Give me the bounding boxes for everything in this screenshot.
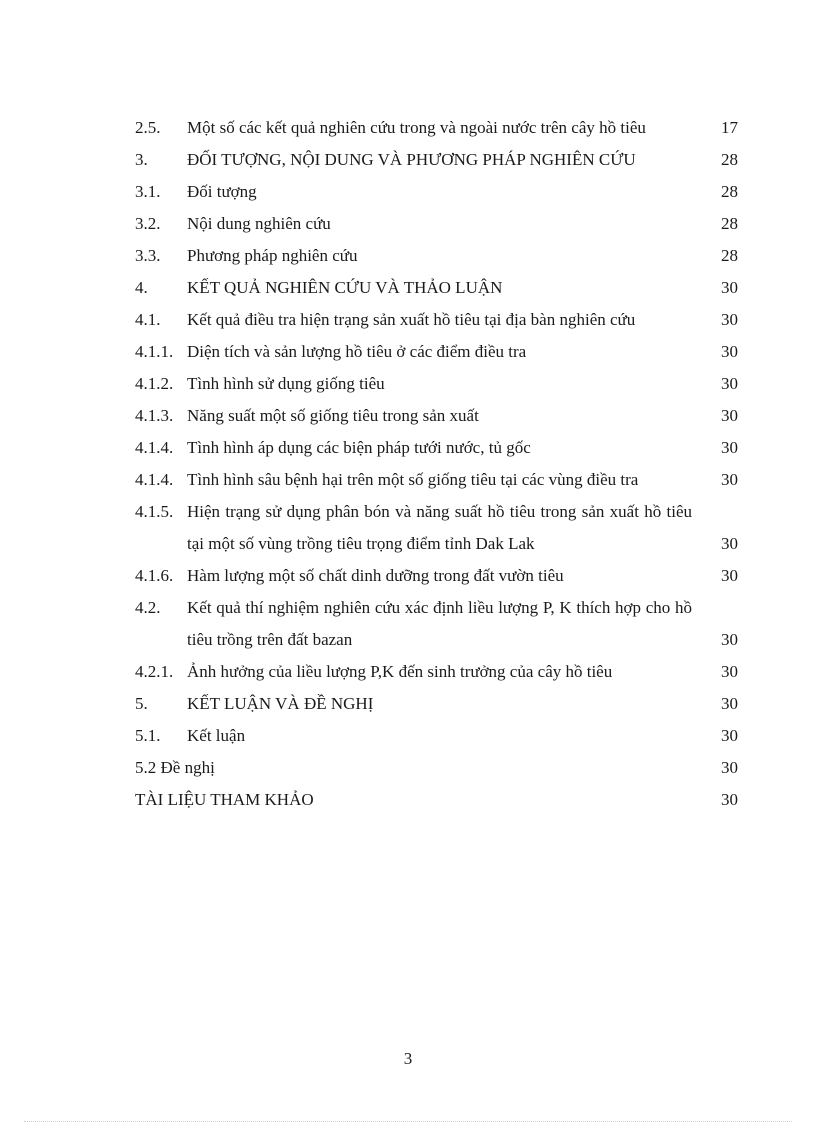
toc-page-number: 17 [721,118,738,137]
toc-number: 4.1. [135,310,161,329]
page-number-footer: 3 [403,1049,413,1068]
toc-number: 4. [135,278,148,297]
toc-title: Năng suất một số giống tiêu trong sản xuất [187,406,479,425]
toc-page-number: 30 [721,374,738,393]
toc-title: Tình hình áp dụng các biện pháp tưới nước, tủ gốc [187,438,531,457]
toc-entry-5-1[interactable] [135,720,740,752]
toc-title: Kết luận [187,726,246,745]
toc-title: Ảnh hưởng của liều lượng P,K đến sinh trưởng của cây hồ tiêu [187,662,613,681]
toc-number: 5.1. [135,726,161,745]
toc-number: 3.3. [135,246,161,265]
toc-page-number: 30 [721,630,738,649]
toc-page-number: 30 [721,310,738,329]
toc-title: Hiện trạng sử dụng phân bón và năng suất hồ tiêu trong sản xuất hồ tiêu tại một số vùng trồng tiêu trọng điểm tỉnh Dak Lak [187,502,692,553]
toc-entry-3-1[interactable] [135,176,740,208]
toc-page-number: 28 [721,246,738,265]
toc-title: Hàm lượng một số chất dinh dưỡng trong đất vườn tiêu [187,566,564,585]
toc-page-number: 30 [721,566,738,585]
toc-number: 4.2. [135,598,161,617]
toc-entry-4-2[interactable] [135,592,740,656]
toc-number: 3.1. [135,182,161,201]
toc-entry-4-1-4a[interactable] [135,432,740,464]
toc-entry-4-1-6[interactable] [135,560,740,592]
toc-title: ĐỐI TƯỢNG, NỘI DUNG VÀ PHƯƠNG PHÁP NGHIÊN CỨU [187,150,636,169]
toc-title: Một số các kết quả nghiên cứu trong và ngoài nước trên cây hồ tiêu [187,118,646,137]
toc-title: KẾT QUẢ NGHIÊN CỨU VÀ THẢO LUẬN [187,278,503,297]
toc-number: 5. [135,694,148,713]
toc-page-number: 30 [721,790,738,809]
toc-entry-4-1-5[interactable] [135,496,740,560]
toc-entry-5-2[interactable] [135,752,740,784]
toc-number: 4.1.1. [135,342,174,361]
toc-page-number: 28 [721,214,738,233]
toc-entry-references[interactable] [135,784,740,816]
toc-number: 2.5. [135,118,161,137]
toc-number: 3. [135,150,148,169]
toc-page-number: 30 [721,694,738,713]
toc-page-number: 30 [721,726,738,745]
toc-title: Đối tượng [187,182,257,201]
toc-entry-4-1-1[interactable] [135,336,740,368]
toc-title: Nội dung nghiên cứu [187,214,331,233]
toc-title: Phương pháp nghiên cứu [187,246,358,265]
toc-number: 4.1.5. [135,502,174,521]
toc-title: TÀI LIỆU THAM KHẢO [135,790,314,809]
toc-title: Diện tích và sản lượng hồ tiêu ở các điểm điều tra [187,342,527,361]
toc-entry-2-5[interactable] [135,112,740,144]
toc-entry-4-1-2[interactable] [135,368,740,400]
toc-number: 4.1.6. [135,566,174,585]
toc-page-number: 30 [721,342,738,361]
toc-page-number: 30 [721,758,738,777]
toc-entry-4-1-3[interactable] [135,400,740,432]
table-of-contents [135,112,740,816]
toc-entry-4[interactable] [135,272,740,304]
toc-page-number: 28 [721,182,738,201]
toc-number: 4.1.3. [135,406,174,425]
page-bottom-divider [24,1121,792,1122]
toc-number: 4.1.4. [135,470,174,489]
toc-entry-4-1[interactable] [135,304,740,336]
toc-page-number: 30 [721,662,738,681]
toc-entry-4-2-1[interactable] [135,656,740,688]
toc-page-number: 30 [721,278,738,297]
toc-page-number: 30 [721,406,738,425]
toc-entry-3-3[interactable] [135,240,740,272]
toc-entry-5[interactable] [135,688,740,720]
toc-number: 4.1.4. [135,438,174,457]
toc-entry-4-1-4b[interactable] [135,464,740,496]
toc-title: 5.2 Đề nghị [135,758,215,777]
toc-title: KẾT LUẬN VÀ ĐỀ NGHỊ [187,694,374,713]
toc-page-number: 28 [721,150,738,169]
toc-page-number: 30 [721,534,738,553]
toc-title: Kết quả thí nghiệm nghiên cứu xác định liều lượng P, K thích hợp cho hồ tiêu trồng trên đất bazan [187,598,692,649]
toc-number: 4.1.2. [135,374,174,393]
toc-number: 3.2. [135,214,161,233]
toc-page-number: 30 [721,470,738,489]
toc-entry-3[interactable] [135,144,740,176]
toc-title: Tình hình sâu bệnh hại trên một số giống tiêu tại các vùng điều tra [187,470,639,489]
toc-entry-3-2[interactable] [135,208,740,240]
toc-title: Tình hình sử dụng giống tiêu [187,374,385,393]
toc-title: Kết quả điều tra hiện trạng sản xuất hồ tiêu tại địa bàn nghiên cứu [187,310,636,329]
toc-page-number: 30 [721,438,738,457]
toc-number: 4.2.1. [135,662,174,681]
